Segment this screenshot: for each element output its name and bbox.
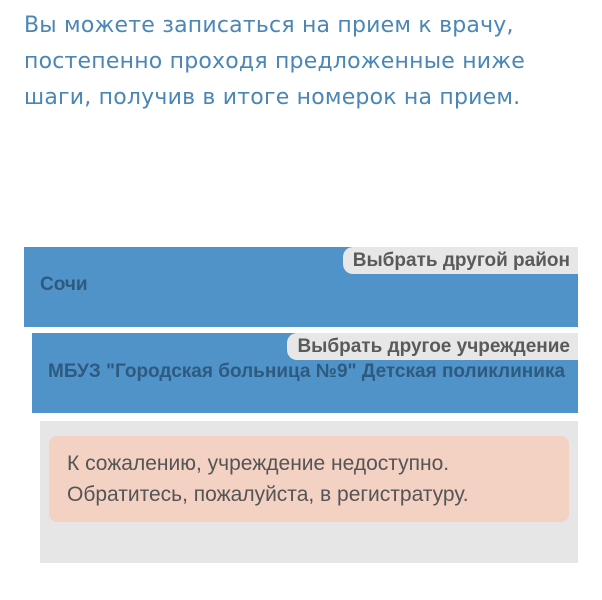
selected-institution-bar: [32, 333, 578, 413]
intro-line: шаги, получив в итоге номерок на прием.: [24, 85, 521, 110]
intro-text: [24, 8, 584, 116]
selected-district-bar: [24, 247, 578, 327]
change-district-button[interactable]: Выбрать другой район: [343, 247, 578, 274]
selected-district-name: Сочи: [40, 274, 88, 295]
selected-institution-name: МБУЗ "Городская больница №9" Детская поликлиника: [48, 361, 566, 382]
step-panel: [40, 421, 578, 563]
intro-line: постепенно проходя предложенные ниже: [24, 49, 526, 74]
alert-line: К сожалению, учреждение недоступно.: [67, 452, 450, 475]
alert-line: Обратитесь, пожалуйста, в регистратуру.: [67, 483, 469, 506]
unavailable-alert: [49, 436, 569, 522]
intro-line: Вы можете записаться на прием к врачу,: [24, 13, 514, 38]
change-institution-button[interactable]: Выбрать другое учреждение: [287, 333, 578, 360]
